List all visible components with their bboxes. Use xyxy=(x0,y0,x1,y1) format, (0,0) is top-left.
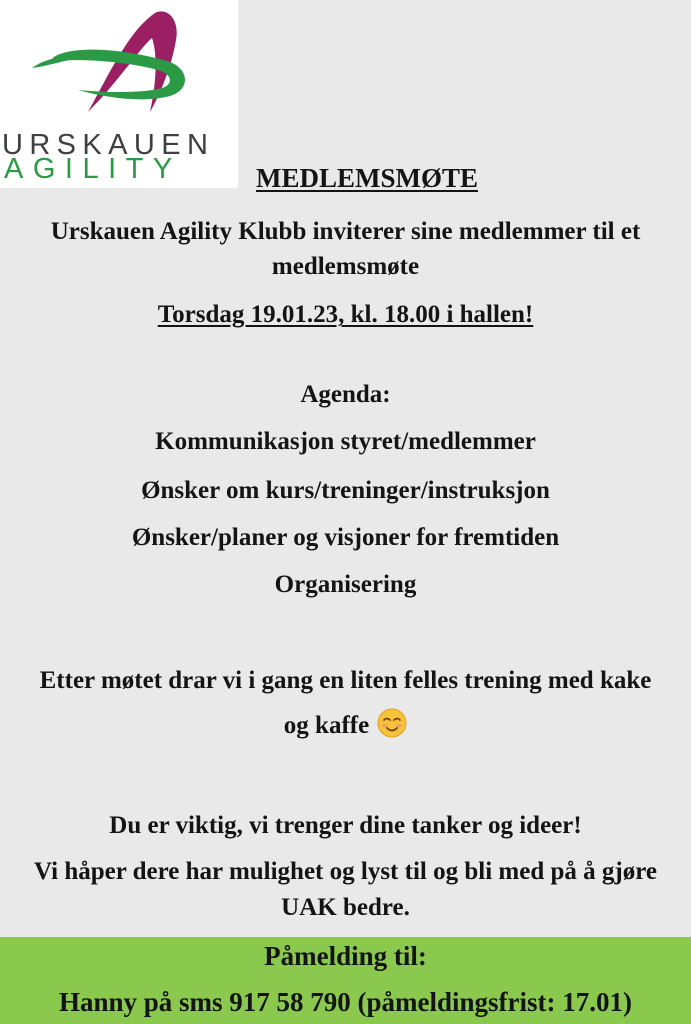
intro-line-2: medlemsmøte xyxy=(271,253,420,280)
page-title: MEDLEMSMØTE xyxy=(255,163,478,193)
logo-text-line2: AGILITY xyxy=(4,153,182,185)
closing-line-2: Vi håper dere har mulighet og lyst til og bli med på å gjøre xyxy=(34,858,657,885)
registration-footer xyxy=(0,937,691,1024)
agenda-heading: Agenda: xyxy=(300,381,391,408)
agenda-item: Ønsker/planer og visjoner for fremtiden xyxy=(131,524,560,551)
after-meeting-text: og kaffe xyxy=(283,712,370,739)
agenda-item: Kommunikasjon styret/medlemmer xyxy=(155,428,536,455)
closing-line-1: Du er viktig, vi trenger dine tanker og ideer! xyxy=(109,812,582,839)
agenda-item: Organisering xyxy=(274,571,417,598)
registration-heading: Påmelding til: xyxy=(264,941,427,971)
intro-line-1: Urskauen Agility Klubb inviterer sine medlemmer til et xyxy=(50,218,641,245)
logo-emblem-icon xyxy=(0,0,238,135)
closing-line-3: UAK bedre. xyxy=(281,894,410,921)
club-logo xyxy=(0,0,238,188)
meeting-date: Torsdag 19.01.23, kl. 18.00 i hallen! xyxy=(157,301,534,328)
logo-text-line1: URSKAUEN xyxy=(2,129,215,161)
registration-contact: Hanny på sms 917 58 790 (påmeldingsfrist: 17.01) xyxy=(58,987,633,1017)
after-meeting-line-1: Etter møtet drar vi i gang en liten felles trening med kake xyxy=(39,667,652,694)
smiling-face-icon xyxy=(377,708,407,738)
agenda-item: Ønsker om kurs/treninger/instruksjon xyxy=(141,477,550,504)
after-meeting-line-2 xyxy=(0,708,691,741)
